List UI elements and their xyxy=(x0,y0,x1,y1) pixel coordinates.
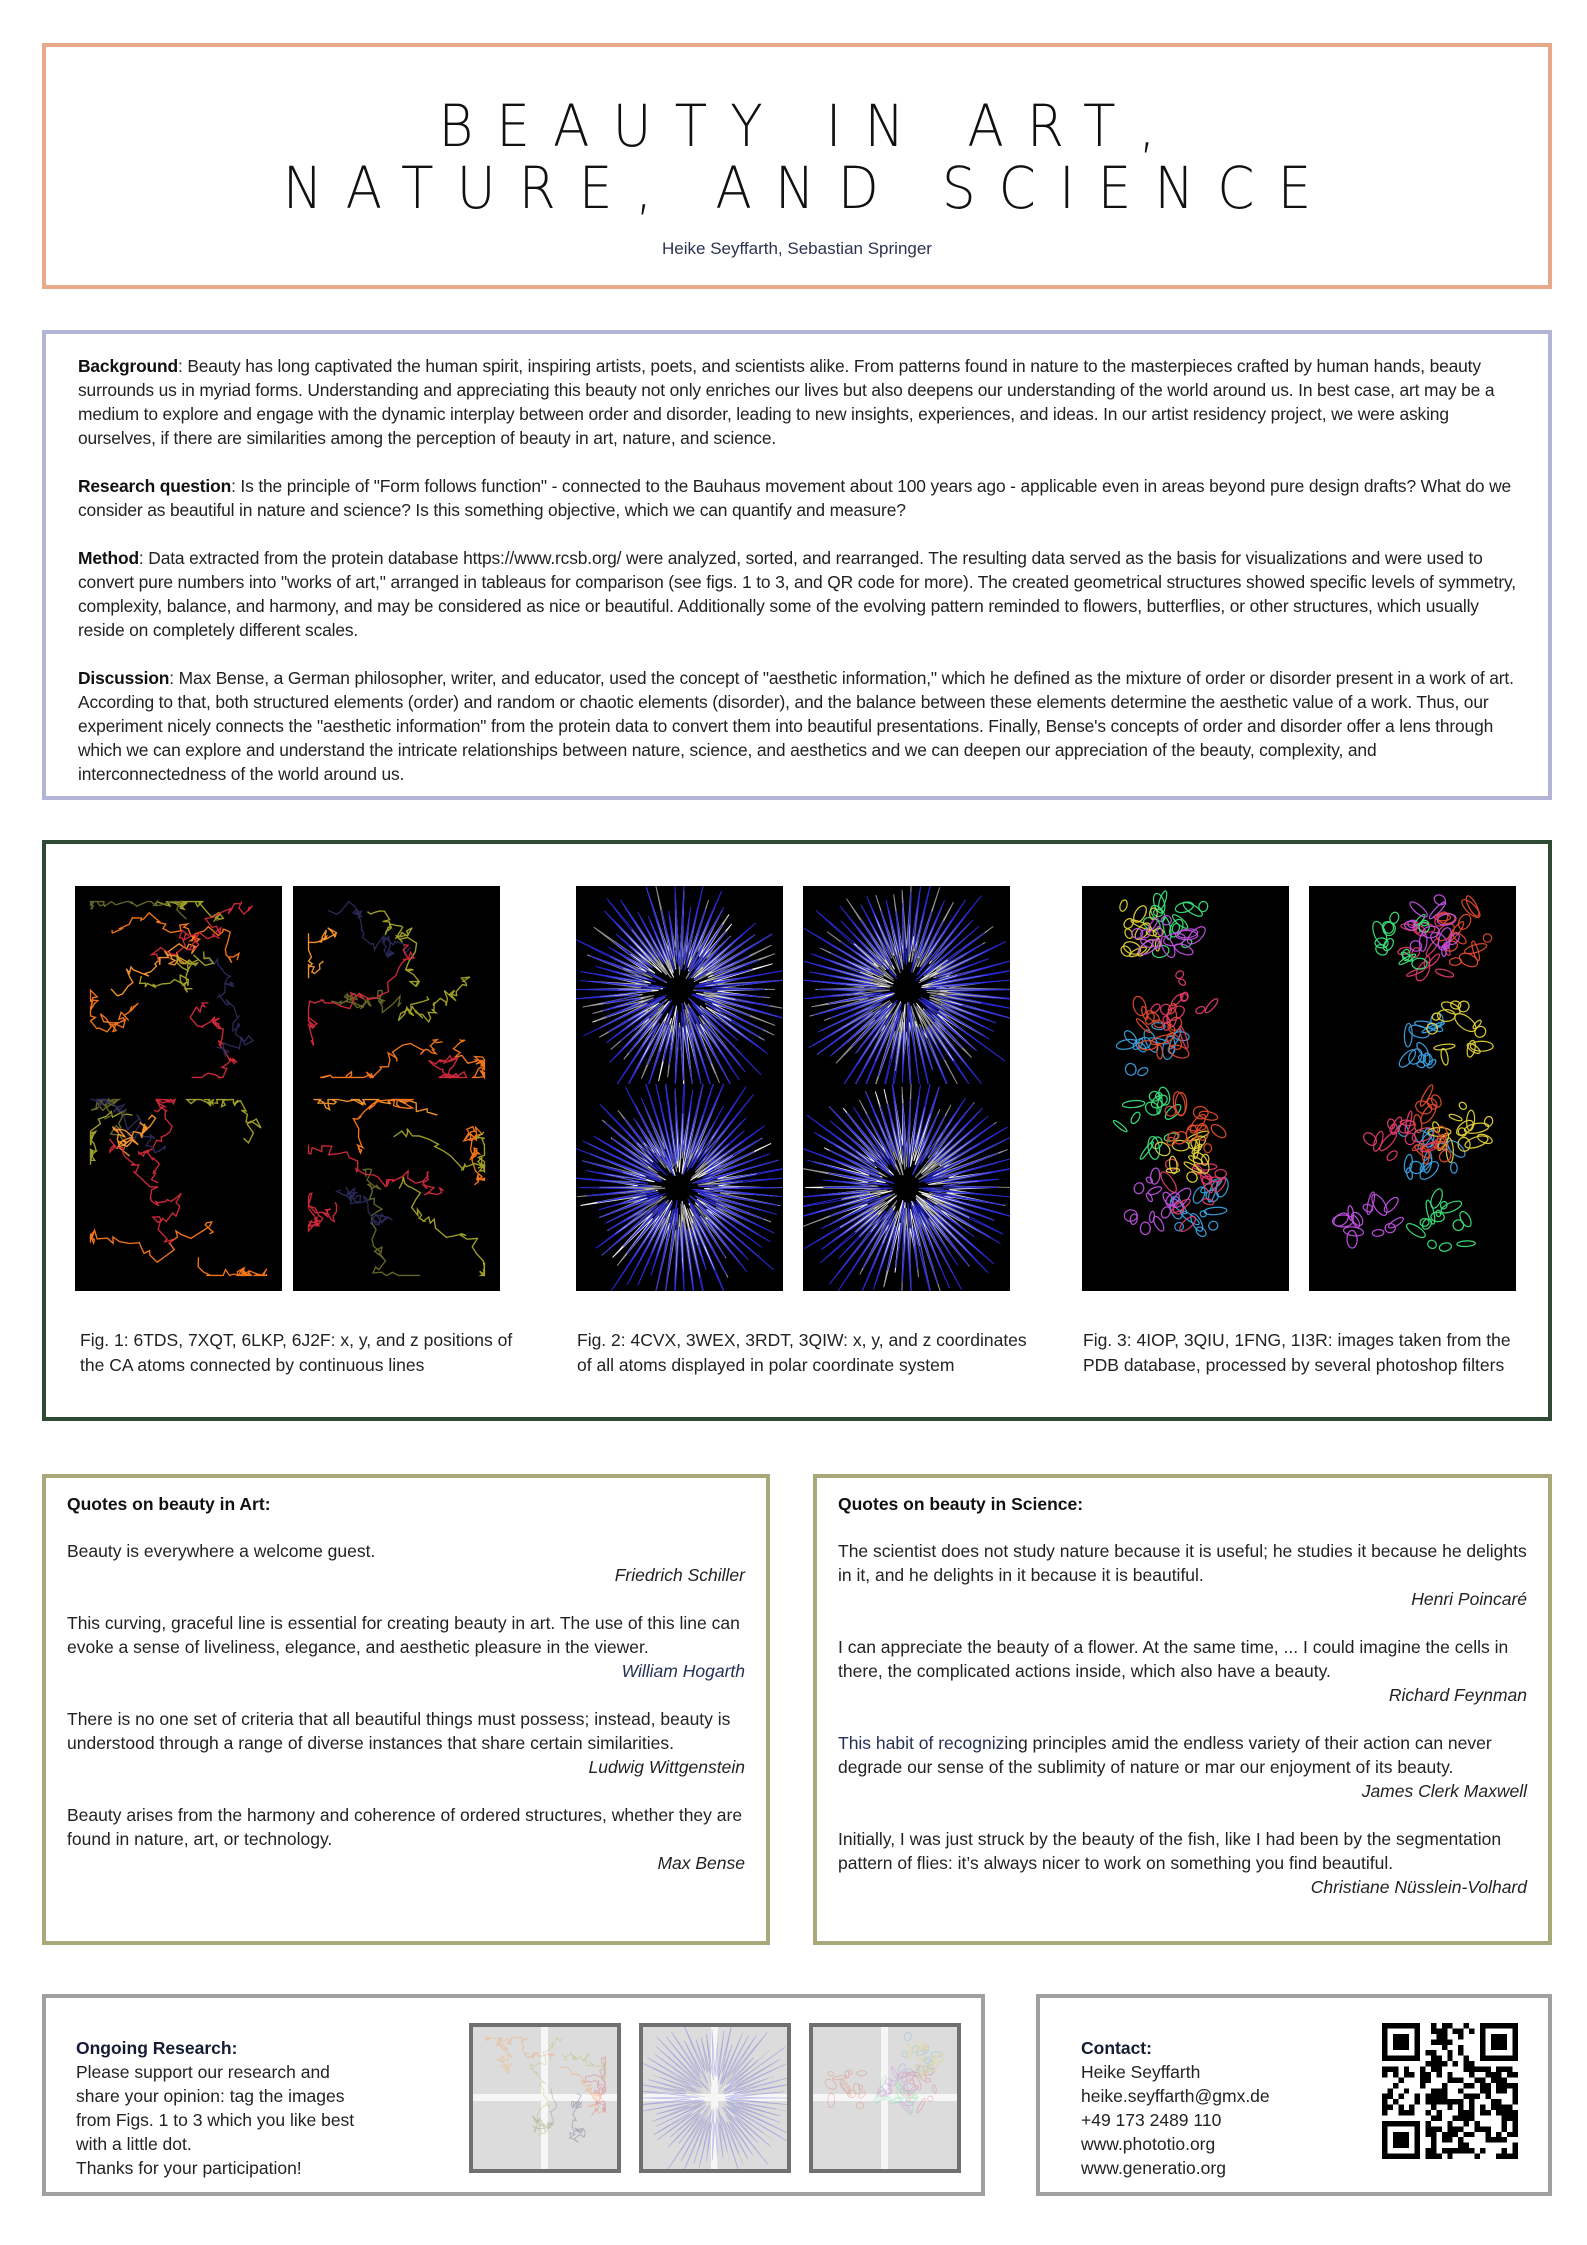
filtered-structure-mark xyxy=(848,2070,853,2075)
filtered-structure-mark xyxy=(1451,1218,1465,1232)
filtered-structure-mark xyxy=(1192,1105,1209,1120)
figure-1-caption: Fig. 1: 6TDS, 7XQT, 6LKP, 6J2F: x, y, and z positions of the CA atoms connected by continuous lines xyxy=(80,1330,513,1375)
filtered-structure-mark xyxy=(1433,1043,1455,1051)
quote-author: James Clerk Maxwell xyxy=(1361,1781,1527,1801)
polar-atom-line xyxy=(803,1084,1010,1291)
protein-artwork xyxy=(1082,1084,1289,1291)
filtered-structure-mark xyxy=(1122,1100,1145,1109)
intro-panel xyxy=(42,330,1552,800)
filtered-structure-mark xyxy=(1406,1167,1414,1180)
quote-text: There is no one set of criteria that all beautiful things must possess; instead, beauty is understood through a range of diverse instances that share certain similarities. xyxy=(67,1709,731,1753)
polar-atom-line xyxy=(576,886,783,1093)
ongoing-line: Thanks for your participation! xyxy=(76,2158,302,2178)
polar-atom-line xyxy=(643,2033,786,2169)
method-paragraph xyxy=(78,546,1518,642)
ca-trace-line xyxy=(429,1056,467,1078)
ca-trace-line xyxy=(320,1040,443,1078)
protein-artwork xyxy=(293,886,500,1093)
title-panel xyxy=(42,43,1552,289)
filtered-structure-mark xyxy=(1178,978,1187,987)
figures-panel xyxy=(42,840,1552,1421)
ca-trace-line xyxy=(353,1100,414,1154)
protein-artwork xyxy=(813,2027,957,2169)
filtered-structure-mark xyxy=(856,2102,864,2108)
quote-text: Beauty arises from the harmony and coherence of ordered structures, whether they are found in nature, art, or technology. xyxy=(67,1805,743,1849)
section-text: : Max Bense, a German philosopher, writer, and educator, used the concept of "aesthetic information," which he defined as the mixture of order or disorder present in a work of art. According to that, both structured elements (order) and random or chaotic elements (disorder), and the balance between these elements determine the aesthetic value of a work. Thus, our experiment nicely connects the "aesthetic information" from the protein data to convert them into beautiful presentations. Finally, Bense's concepts of order and disorder offer a lens through which we can explore and understand the intricate relationships between nature, science, and aesthetics and we can deepen our appreciation of the beauty, complexity, and interconnectedness of the world around us. xyxy=(78,668,1514,784)
filtered-structure-mark xyxy=(1408,1159,1425,1176)
protein-artwork xyxy=(473,2027,617,2169)
ongoing-line: from Figs. 1 to 3 which you like best xyxy=(76,2110,355,2130)
filtered-structure-mark xyxy=(1397,1047,1419,1070)
filtered-structure-mark xyxy=(1448,1113,1462,1122)
ca-trace-line xyxy=(328,902,410,957)
ca-trace-line xyxy=(157,902,223,922)
filtered-structure-mark xyxy=(1174,969,1185,980)
filtered-structure-mark xyxy=(879,2075,887,2087)
filtered-structure-mark xyxy=(1125,1063,1137,1076)
filtered-structure-mark xyxy=(1119,899,1129,912)
quote-text xyxy=(838,1731,1527,1779)
quote-text: Initially, I was just struck by the beauty of the fish, like I had been by the segmentation pattern of flies: it’s always nicer to work on something you find beautiful. xyxy=(838,1829,1502,1873)
filtered-structure-mark xyxy=(832,2075,847,2081)
filtered-structure-mark xyxy=(916,2097,927,2113)
filtered-structure-mark xyxy=(1169,1156,1178,1174)
quotes-art-title: Quotes on beauty in Art: xyxy=(67,1494,271,1514)
filtered-structure-mark xyxy=(1372,1229,1384,1237)
filtered-structure-mark xyxy=(1387,1216,1405,1230)
filtered-structure-mark xyxy=(1387,1118,1396,1129)
filtered-structure-mark xyxy=(1150,1168,1161,1185)
protein-artwork xyxy=(1309,886,1516,1093)
ongoing-line: Please support our research and xyxy=(76,2062,330,2082)
filtered-structure-mark xyxy=(1203,1143,1212,1153)
filtered-structure-mark xyxy=(1147,1185,1163,1196)
quotes-science-title: Quotes on beauty in Science: xyxy=(838,1494,1084,1514)
section-text: : Beauty has long captivated the human spirit, inspiring artists, poets, and scientists alike. From patterns found in nature to the masterpieces crafted by human hands, beauty surrounds us in myriad forms. Understanding and appreciating this beauty not only enriches our lives but also deepens our understanding of the world around us. In best case, art may be a medium to explore and engage with the dynamic interplay between order and disorder, leading to new insights, experiences, and ideas. In our artist residency project, we were asking ourselves, if there are similarities among the perception of beauty in art, nature, and science. xyxy=(78,356,1495,448)
quote-author: Friedrich Schiller xyxy=(614,1565,745,1585)
filtered-structure-mark xyxy=(1449,957,1462,966)
background-paragraph xyxy=(78,354,1518,450)
filtered-structure-mark xyxy=(1404,1023,1412,1047)
ca-trace-line xyxy=(331,990,401,1012)
ca-trace-line xyxy=(190,1003,237,1078)
filtered-structure-mark xyxy=(853,2083,861,2095)
filtered-structure-mark xyxy=(1435,967,1455,978)
filtered-structure-mark xyxy=(1361,1130,1379,1148)
protein-artwork xyxy=(576,886,783,1093)
filtered-structure-mark xyxy=(930,2051,942,2057)
filtered-structure-mark xyxy=(857,2090,866,2099)
filtered-structure-mark xyxy=(1482,932,1494,944)
filtered-structure-mark xyxy=(1209,1122,1228,1140)
filtered-structure-mark xyxy=(1458,1101,1468,1111)
protein-artwork xyxy=(1082,886,1289,1093)
contact-name: Heike Seyffarth xyxy=(1081,2062,1201,2082)
ca-trace-line xyxy=(337,1187,393,1225)
filtered-structure-mark xyxy=(903,2031,912,2041)
filtered-structure-mark xyxy=(1156,1045,1163,1059)
figure-2-image-2 xyxy=(803,886,1010,1093)
filtered-structure-mark xyxy=(1194,1225,1207,1238)
filtered-structure-mark xyxy=(1204,1207,1227,1216)
figure-1-image-1 xyxy=(75,886,282,1093)
filtered-structure-mark xyxy=(1458,1210,1474,1229)
filtered-structure-mark xyxy=(1412,958,1427,969)
filtered-structure-mark xyxy=(1347,1230,1358,1248)
figure-2-image-4 xyxy=(803,1084,1010,1291)
quote-text: This curving, graceful line is essential for creating beauty in art. The use of this line can evoke a sense of liveliness, elegance, and aesthetic pleasure in the viewer. xyxy=(67,1613,740,1657)
filtered-structure-mark xyxy=(1473,1024,1488,1039)
quotes-science-panel xyxy=(813,1474,1552,1945)
protein-artwork xyxy=(1309,1084,1516,1291)
filtered-structure-mark xyxy=(1429,1187,1445,1209)
ca-trace-line xyxy=(206,956,253,1055)
research-question-paragraph xyxy=(78,474,1518,522)
ca-trace-line xyxy=(585,2055,605,2094)
ongoing-research-title: Ongoing Research: xyxy=(76,2038,238,2058)
poster-title-line-2: NATURE, AND SCIENCE xyxy=(282,154,1335,222)
filtered-structure-mark xyxy=(1122,1029,1139,1047)
ca-trace-line xyxy=(109,1139,181,1244)
filtered-structure-mark xyxy=(1463,1133,1489,1150)
section-text: : Data extracted from the protein database https://www.rcsb.org/ were analyzed, sorted, and rearranged. The resulting data served as the basis for visualizations and were used to convert pure numbers into "works of art," arranged in tableaus for comparison (see figs. 1 to 3, and QR code for more). The created geometrical structures showed specific levels of symmetry, complexity, balance, and harmony, and may be considered as nice or beautiful. Additionally some of the evolving pattern reminded to flowers, butterflies, or other structures, which usually reside on completely different scales. xyxy=(78,548,1516,640)
ca-trace-line xyxy=(569,2094,585,2142)
figure-2-thumbnail[interactable] xyxy=(639,2023,791,2173)
ca-trace-line xyxy=(91,990,139,1032)
ca-trace-line xyxy=(187,1100,261,1143)
polar-atom-line xyxy=(643,2027,787,2169)
ca-trace-line xyxy=(309,1193,337,1231)
ca-trace-line xyxy=(91,1222,214,1262)
filtered-structure-mark xyxy=(1400,923,1417,932)
filtered-structure-mark xyxy=(931,2052,948,2064)
poster-title-line-1: BEAUTY IN ART, xyxy=(438,92,1179,160)
ca-trace-line xyxy=(139,1100,175,1183)
filtered-structure-mark xyxy=(1112,1119,1128,1133)
figure-3-caption: Fig. 3: 4IOP, 3QIU, 1FNG, 1I3R: images taken from the PDB database, processed by several photoshop filters xyxy=(1083,1330,1511,1375)
figure-3-image-2 xyxy=(1309,886,1516,1093)
filtered-structure-mark xyxy=(1450,1162,1457,1173)
filtered-structure-mark xyxy=(916,2055,928,2061)
section-text: : Is the principle of "Form follows function" - connected to the Bauhaus movement about 100 years ago - applicable even in areas beyond pure design drafts? What do we consider as beautiful in nature and science? Is this something objective, which we can quantify and measure? xyxy=(78,476,1512,520)
filtered-structure-mark xyxy=(1153,1140,1173,1159)
ca-trace-line xyxy=(91,1110,133,1164)
filtered-structure-mark xyxy=(1440,1048,1449,1066)
filtered-structure-mark xyxy=(1459,897,1482,920)
filtered-structure-mark xyxy=(857,2070,867,2076)
ca-trace-line xyxy=(112,913,239,963)
protein-artwork xyxy=(803,1084,1010,1291)
protein-artwork xyxy=(576,1084,783,1291)
filtered-structure-mark xyxy=(1476,1132,1493,1145)
contact-text xyxy=(1081,2036,1270,2180)
ca-trace-line xyxy=(398,977,470,1022)
figure-1-image-4 xyxy=(293,1084,500,1291)
ca-trace-line xyxy=(309,928,337,978)
figure-2-image-1 xyxy=(576,886,783,1093)
contact-email[interactable]: heike.seyffarth@gmx.de xyxy=(1081,2086,1270,2106)
figure-3-image-1 xyxy=(1082,886,1289,1093)
ongoing-research-panel xyxy=(42,1994,985,2196)
ca-trace-line xyxy=(91,902,187,920)
figure-3-thumbnail[interactable] xyxy=(809,2023,961,2173)
polar-atom-line xyxy=(580,1095,777,1289)
polar-atom-line xyxy=(803,886,1010,1093)
filtered-structure-mark xyxy=(1198,901,1209,913)
quote-author: Christiane Nüsslein-Volhard xyxy=(1310,1877,1527,1897)
filtered-structure-mark xyxy=(1405,1221,1428,1240)
figure-3-image-4 xyxy=(1309,1084,1516,1291)
ca-trace-line xyxy=(532,2088,556,2132)
filtered-structure-mark xyxy=(1191,1185,1208,1205)
protein-artwork xyxy=(803,886,1010,1093)
filtered-structure-mark xyxy=(881,2082,893,2096)
filtered-structure-mark xyxy=(1438,1242,1452,1253)
quote-text-rest: ing principles amid the endless variety of their action can never degrade our sense of the sublimity of nature or mar our enjoyment of its beauty. xyxy=(838,1733,1492,1777)
figure-1-image-3 xyxy=(75,1084,282,1291)
filtered-structure-mark xyxy=(823,2077,838,2091)
ongoing-line: share your opinion: tag the images xyxy=(76,2086,345,2106)
quote-text: Beauty is everywhere a welcome guest. xyxy=(67,1541,376,1561)
filtered-structure-mark xyxy=(1385,1149,1398,1162)
protein-artwork xyxy=(75,886,282,1093)
filtered-structure-mark xyxy=(1145,1192,1153,1202)
quote-text: I can appreciate the beauty of a flower. At the same time, ... I could imagine the cells in there, the complicated actions inside, which also have a beauty. xyxy=(838,1637,1509,1681)
discussion-paragraph xyxy=(78,666,1518,786)
filtered-structure-mark xyxy=(1456,912,1473,931)
filtered-structure-mark xyxy=(1470,1041,1493,1051)
filtered-structure-mark xyxy=(838,2078,852,2094)
filtered-structure-mark xyxy=(1426,1239,1438,1250)
quote-author: Henri Poincaré xyxy=(1411,1589,1527,1609)
section-label: Background xyxy=(78,356,178,376)
figure-1-thumbnail[interactable] xyxy=(469,2023,621,2173)
filtered-structure-mark xyxy=(1207,1220,1219,1232)
filtered-structure-mark xyxy=(1129,1111,1142,1125)
figure-1-image-2 xyxy=(293,886,500,1093)
quote-author: William Hogarth xyxy=(621,1661,745,1681)
filtered-structure-mark xyxy=(1140,1222,1150,1234)
section-label: Method xyxy=(78,548,139,568)
qr-code-icon[interactable] xyxy=(1382,2023,1518,2159)
filtered-structure-mark xyxy=(1408,900,1430,920)
ca-trace-line xyxy=(111,944,197,996)
section-label: Discussion xyxy=(78,668,170,688)
quote-text: The scientist does not study nature because it is useful; he studies it because he delights in it, and he delights in it because it is beautiful. xyxy=(838,1541,1527,1585)
filtered-structure-mark xyxy=(1362,1203,1374,1213)
filtered-structure-mark xyxy=(1137,1066,1150,1077)
filtered-structure-mark xyxy=(1382,1195,1400,1214)
filtered-structure-mark xyxy=(932,2084,937,2093)
protein-artwork xyxy=(293,1084,500,1291)
protein-artwork xyxy=(75,1084,282,1291)
filtered-structure-mark xyxy=(827,2093,835,2108)
filtered-structure-mark xyxy=(1195,1005,1206,1015)
filtered-structure-mark xyxy=(928,2096,934,2101)
figure-2-caption: Fig. 2: 4CVX, 3WEX, 3RDT, 3QIW: x, y, and z coordinates of all atoms displayed in polar coordinate system xyxy=(577,1330,1027,1375)
filtered-structure-mark xyxy=(840,2082,852,2096)
quote-author: Max Bense xyxy=(657,1853,745,1873)
contact-phone: +49 173 2489 110 xyxy=(1081,2110,1222,2130)
section-label: Research question xyxy=(78,476,232,496)
ongoing-line: with a little dot. xyxy=(76,2134,192,2154)
filtered-structure-mark xyxy=(1457,1240,1476,1247)
authors: Heike Seyffarth, Sebastian Springer xyxy=(662,239,932,258)
ca-trace-line xyxy=(198,1257,266,1275)
ongoing-research-text xyxy=(76,2036,354,2180)
quote-author: Richard Feynman xyxy=(1388,1685,1527,1705)
filtered-structure-mark xyxy=(1157,890,1169,910)
figure-2-image-3 xyxy=(576,1084,783,1291)
filtered-structure-mark xyxy=(1369,1192,1390,1218)
quote-author: Ludwig Wittgenstein xyxy=(588,1757,745,1777)
figure-3-image-3 xyxy=(1082,1084,1289,1291)
contact-title: Contact: xyxy=(1081,2038,1152,2058)
website-link[interactable]: www.phototio.org xyxy=(1081,2134,1216,2154)
filtered-structure-mark xyxy=(1436,1210,1441,1217)
contact-panel xyxy=(1036,1994,1552,2196)
filtered-structure-mark xyxy=(1204,997,1220,1014)
filtered-structure-mark xyxy=(828,2071,834,2076)
protein-artwork xyxy=(643,2027,787,2169)
website-link[interactable]: www.generatio.org xyxy=(1081,2158,1226,2178)
filtered-structure-mark xyxy=(1420,1218,1429,1226)
filtered-structure-mark xyxy=(1131,995,1148,1017)
ca-trace-line xyxy=(309,945,414,1046)
quotes-art-panel xyxy=(42,1474,770,1945)
filtered-structure-mark xyxy=(1133,1182,1145,1195)
quote-text-highlight: This habit of recogniz xyxy=(838,1733,1005,1753)
